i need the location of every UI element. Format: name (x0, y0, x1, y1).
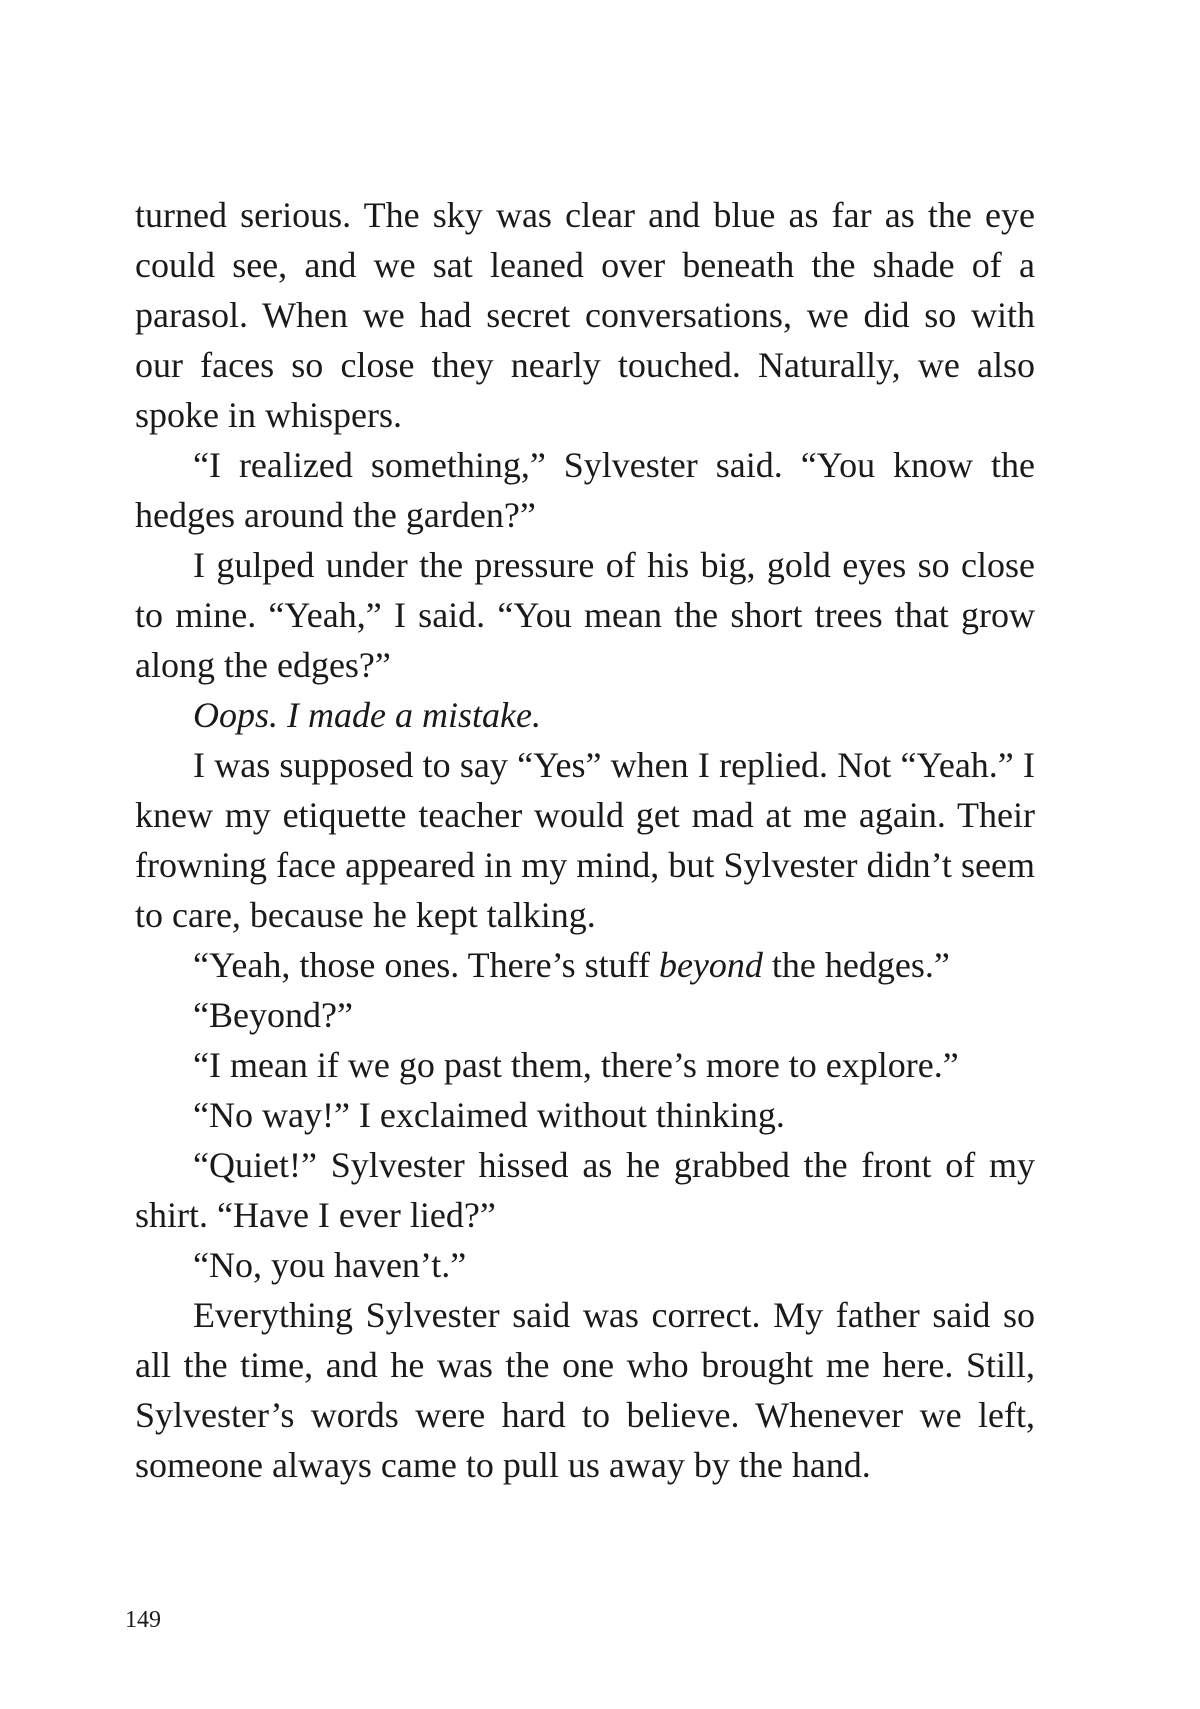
text-segment: turned serious. The sky was clear and blue as far as the eye could see, and we sat leaned over beneath the shade of a parasol. When we had secret conversations, we did so with our faces so close they nearly touched. Naturally, we also spoke in whispers. (135, 195, 1035, 435)
paragraph (135, 440, 1035, 540)
paragraph (135, 690, 1035, 740)
body-text (135, 190, 1035, 1490)
paragraph (135, 990, 1035, 1040)
paragraph (135, 740, 1035, 940)
text-segment: Everything Sylvester said was correct. My father said so all the time, and he was the one who brought me here. Still, Sylvester’s words were hard to believe. Whenever we left, someone always came to pull us away by the hand. (135, 1295, 1035, 1485)
paragraph (135, 1240, 1035, 1290)
text-segment: “Quiet!” Sylvester hissed as he grabbed the front of my shirt. “Have I ever lied?” (135, 1145, 1035, 1235)
text-segment: “Yeah, those ones. There’s stuff (193, 945, 659, 985)
page-number: 149 (125, 1607, 161, 1633)
text-segment: the hedges.” (762, 945, 950, 985)
text-segment: I gulped under the pressure of his big, gold eyes so close to mine. “Yeah,” I said. “You mean the short trees that grow along the edges?” (135, 545, 1035, 685)
italic-text: Oops. I made a mistake. (193, 695, 541, 735)
text-segment: “No way!” I exclaimed without thinking. (193, 1095, 785, 1135)
paragraph (135, 540, 1035, 690)
paragraph (135, 940, 1035, 990)
italic-text: beyond (658, 945, 763, 985)
paragraph (135, 1040, 1035, 1090)
paragraph (135, 1090, 1035, 1140)
paragraph (135, 1290, 1035, 1490)
text-segment: “No, you haven’t.” (193, 1245, 467, 1285)
text-segment: “I realized something,” Sylvester said. “You know the hedges around the garden?” (135, 445, 1035, 535)
text-segment: I was supposed to say “Yes” when I replied. Not “Yeah.” I knew my etiquette teacher would get mad at me again. Their frowning face appeared in my mind, but Sylvester didn’t seem to care, because he kept talking. (135, 745, 1035, 935)
text-segment: “I mean if we go past them, there’s more to explore.” (193, 1045, 959, 1085)
text-segment: “Beyond?” (193, 995, 353, 1035)
paragraph (135, 1140, 1035, 1240)
paragraph (135, 190, 1035, 440)
